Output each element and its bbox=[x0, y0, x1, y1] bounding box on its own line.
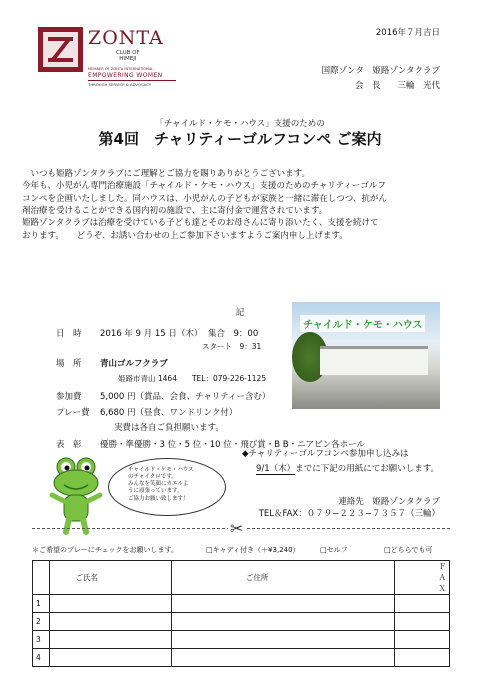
play-fee-label: プレー費 bbox=[56, 408, 90, 418]
award-value: 優勝・準優勝・3 位・5 位・10 位・飛び賞・B B・ニアピン各ホール bbox=[100, 440, 365, 450]
logo-name: ZONTA bbox=[88, 27, 164, 49]
col-name: ご氏名 bbox=[49, 561, 171, 595]
name-cell[interactable] bbox=[49, 613, 171, 631]
contact: 連絡先 姫路ゾンタクラブ bbox=[338, 497, 440, 507]
fax-cell[interactable] bbox=[394, 613, 450, 631]
logo-empower: EMPOWERING WOMEN bbox=[88, 72, 163, 79]
address-cell[interactable] bbox=[171, 631, 394, 649]
name-cell[interactable] bbox=[49, 631, 171, 649]
scissors-icon: ✂ bbox=[230, 519, 244, 538]
award-label: 表 彰 bbox=[56, 440, 82, 450]
gather-time: 集合 9：00 bbox=[208, 329, 259, 339]
subtitle: 「チャイルド・ケモ・ハウス」支援のための bbox=[155, 119, 325, 129]
fee-value: 5,000 円（賞品、会食、チャリティー含む） bbox=[100, 392, 271, 402]
intro-line: いつも姫路ゾンタクラブにご理解とご協力を賜りありがとうございます。 bbox=[22, 169, 310, 179]
address-cell[interactable] bbox=[171, 595, 394, 613]
form-row bbox=[33, 631, 450, 649]
col-fax: ＦＡＸ bbox=[394, 561, 450, 595]
logo-club: CLUB OF HIMEJI bbox=[116, 50, 140, 63]
date-value: 2016 年 9 月 15 日（木） bbox=[100, 329, 203, 339]
fax-cell[interactable] bbox=[394, 649, 450, 667]
deadline-date: 9/1（木） bbox=[256, 464, 296, 474]
col-no bbox=[33, 561, 50, 595]
row-number: 2 bbox=[33, 613, 50, 631]
play-fee-value: 6,680 円（昼食、ワンドリンク付） bbox=[100, 408, 238, 418]
row-number: 1 bbox=[33, 595, 50, 613]
address-cell[interactable] bbox=[171, 649, 394, 667]
self-checkbox[interactable]: □セルフ bbox=[320, 546, 348, 554]
sender-president: 会 長 三輪 光代 bbox=[354, 81, 440, 91]
name-cell[interactable] bbox=[49, 649, 171, 667]
page-title: 第4回 チャリティーゴルフコンペ ご案内 bbox=[98, 130, 382, 148]
ki-heading: 記 bbox=[235, 308, 245, 318]
fee-label: 参加費 bbox=[56, 392, 82, 402]
logo-divider bbox=[88, 80, 176, 81]
check-note: ＊ご希望のプレーにチェックをお願いします。 bbox=[32, 546, 178, 554]
form-row bbox=[33, 649, 450, 667]
child-chemo-house-photo bbox=[292, 302, 440, 409]
intro-line: おります。 どうぞ、お誘い合わせの上ご参加下さいますようご案内申し上げます。 bbox=[22, 230, 348, 241]
form-row bbox=[33, 613, 450, 631]
photo-label: チャイルド・ケモ・ハウス bbox=[300, 315, 425, 332]
application-deadline: 9/1（木）までに下記の用紙にてお願いします。 bbox=[256, 464, 440, 474]
caddy-checkbox[interactable]: □キャディ付き（＋¥3,240） bbox=[206, 546, 300, 554]
logo-advocacy: THROUGH SERVICE & ADVOCACY bbox=[88, 82, 152, 87]
intro-line: 今年も、小児がん専門治療施設「チャイルド・ケモ・ハウス」支援のためのチャリティーゴルフ bbox=[22, 181, 386, 192]
row-number: 4 bbox=[33, 649, 50, 667]
fax-cell[interactable] bbox=[394, 595, 450, 613]
name-cell[interactable] bbox=[49, 595, 171, 613]
date-label: 日 時 bbox=[56, 329, 82, 339]
intro-line: 姫路ゾンタクラブは治療を受けている子ども達とそのお母さんに寄り添いたく、支援を続けて bbox=[22, 218, 379, 229]
start-time: スタート 9：31 bbox=[202, 342, 262, 351]
col-address: ご住所 bbox=[171, 561, 394, 595]
place-address: 姫路市青山 1464 TEL：079‐226‐1125 bbox=[118, 374, 267, 383]
contact-tel: TEL＆FAX：０７９−２２３−７３５７（三輪） bbox=[258, 509, 440, 519]
address-cell[interactable] bbox=[171, 613, 394, 631]
intro-text bbox=[22, 168, 462, 242]
intro-line: コンペを企画いたしました。同ハウスは、小児がんの子どもが家族と一緒に滞在しつつ、抗がん bbox=[22, 193, 387, 204]
intro-line: 剤治療を受けることができる国内初の施設で、主に寄付金で運営されています。 bbox=[22, 205, 328, 216]
form-row bbox=[33, 595, 450, 613]
fax-cell[interactable] bbox=[394, 631, 450, 649]
play-fee-note: 実費は各自ご負担願います。 bbox=[114, 423, 224, 433]
letter-date: 2016年７月吉日 bbox=[375, 28, 440, 38]
zonta-logo-mark bbox=[38, 27, 83, 72]
speech-bubble-text: チャイルド・ケモ・ハウス のチャイクロです。 みんなを笑顔にカエルよ うに頑張っています。 ご協力お願い致します！ bbox=[128, 467, 194, 502]
place-label: 場 所 bbox=[56, 359, 82, 369]
sender-org: 国際ゾンタ 姫路ゾンタクラブ bbox=[321, 66, 440, 76]
frog-mascot-icon bbox=[46, 455, 106, 535]
logo-member: MEMBER OF ZONTA INTERNATIONAL bbox=[88, 67, 154, 71]
either-checkbox[interactable]: □どちらでも可 bbox=[384, 546, 433, 554]
form-header-row bbox=[33, 561, 450, 595]
place-value: 青山ゴルフクラブ bbox=[100, 359, 168, 369]
row-number: 3 bbox=[33, 631, 50, 649]
application-note: ◆チャリティーゴルフコンペ参加申し込みは bbox=[242, 449, 409, 459]
application-form-table bbox=[32, 560, 450, 667]
